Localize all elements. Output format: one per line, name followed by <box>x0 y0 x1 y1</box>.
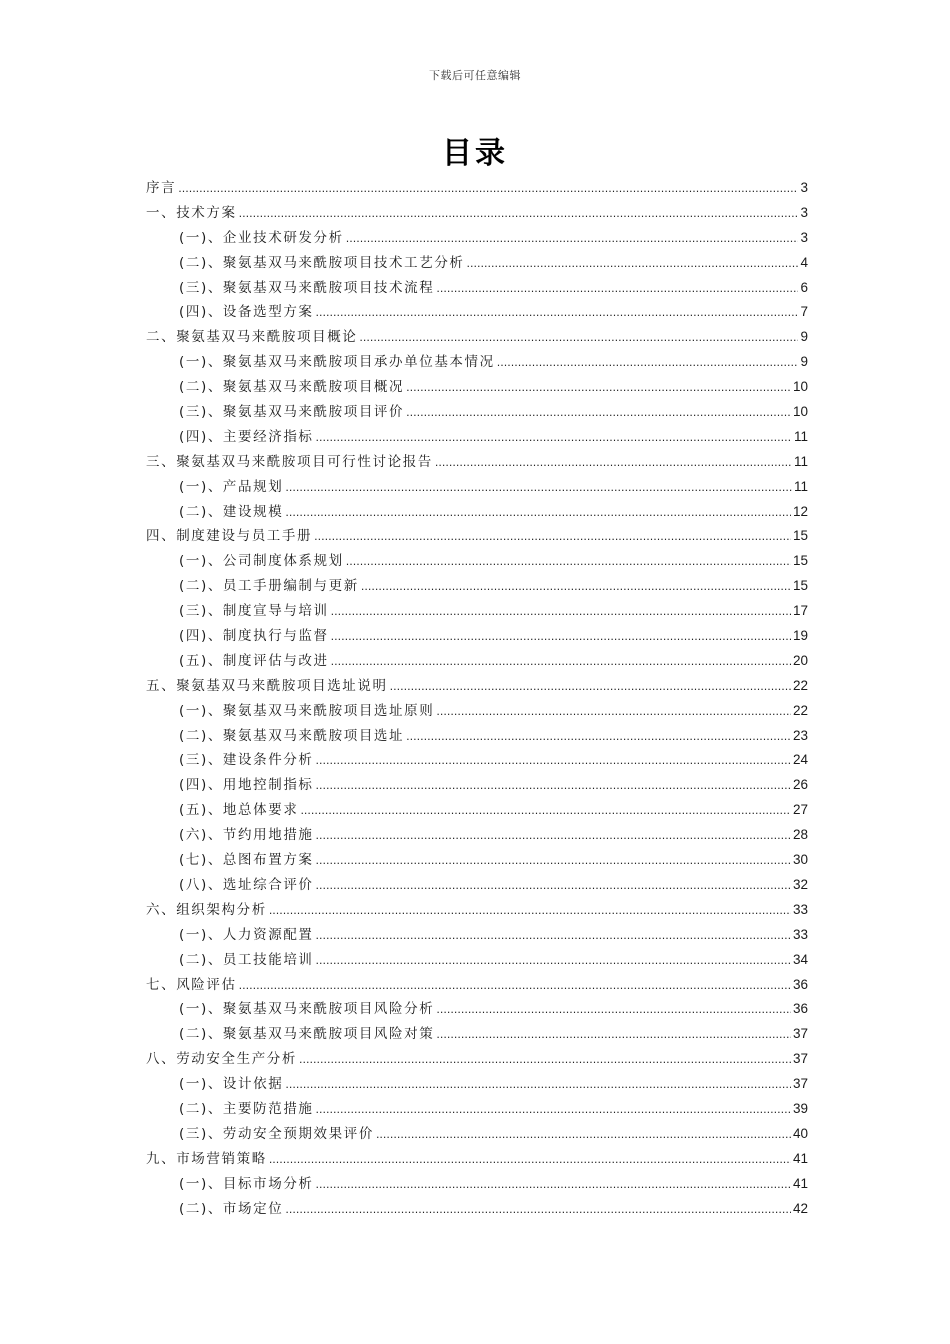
toc-entry-title: 三、聚氨基双马来酰胺项目可行性讨论报告 <box>146 453 433 470</box>
toc-dot-leader <box>497 351 799 376</box>
toc-entry-title: (二)、市场定位 <box>179 1200 284 1217</box>
toc-title: 目录 <box>442 136 508 171</box>
toc-chapter-entry[interactable] <box>146 201 808 226</box>
toc-entry-title: (六)、节约用地措施 <box>179 827 314 844</box>
toc-section-entry[interactable] <box>146 649 808 674</box>
toc-dot-leader <box>436 1023 791 1048</box>
toc-page-number: 27 <box>792 802 808 818</box>
toc-dot-leader <box>285 1198 791 1223</box>
toc-dot-leader <box>436 998 791 1023</box>
toc-entry-title: (二)、聚氨基双马来酰胺项目选址 <box>179 727 405 744</box>
toc-section-entry[interactable] <box>146 400 808 425</box>
toc-dot-leader <box>346 227 799 252</box>
toc-entry-title: 一、技术方案 <box>146 204 237 221</box>
toc-page-number: 32 <box>792 876 808 892</box>
toc-page-number: 7 <box>800 304 808 320</box>
header-note: 下载后可任意编辑 <box>429 69 521 82</box>
toc-page-number: 34 <box>792 951 808 967</box>
toc-page-number: 9 <box>800 354 808 370</box>
toc-dot-leader <box>361 575 791 600</box>
toc-dot-leader <box>436 277 798 302</box>
toc-page-number: 10 <box>792 379 808 395</box>
toc-dot-leader <box>435 451 792 476</box>
toc-chapter-entry[interactable] <box>146 674 808 699</box>
toc-section-entry[interactable] <box>146 1022 808 1047</box>
toc-page-number: 11 <box>793 453 808 469</box>
toc-dot-leader <box>316 301 799 326</box>
toc-page-number: 4 <box>800 254 808 270</box>
toc-entry-title: (一)、人力资源配置 <box>179 926 314 943</box>
toc-page-number: 15 <box>792 553 808 569</box>
toc-page-number: 36 <box>792 1001 808 1017</box>
toc-chapter-entry[interactable] <box>146 325 808 350</box>
toc-entry-title: (八)、选址综合评价 <box>179 876 314 893</box>
toc-entry-title: (三)、劳动安全预期效果评价 <box>179 1125 374 1142</box>
toc-section-entry[interactable] <box>146 948 808 973</box>
toc-page-number: 41 <box>792 1150 808 1166</box>
toc-dot-leader <box>285 476 792 501</box>
toc-section-entry[interactable] <box>146 1172 808 1197</box>
toc-page-number: 9 <box>800 329 808 345</box>
toc-dot-leader <box>406 725 791 750</box>
toc-page-number: 39 <box>792 1100 808 1116</box>
toc-dot-leader <box>316 774 791 799</box>
toc-section-entry[interactable] <box>146 226 808 251</box>
toc-dot-leader <box>300 799 791 824</box>
toc-page-number: 42 <box>792 1200 808 1216</box>
toc-entry-title: (一)、公司制度体系规划 <box>179 553 344 570</box>
toc-page-number: 17 <box>792 603 808 619</box>
toc-section-entry[interactable] <box>146 500 808 525</box>
toc-entry-title: (二)、聚氨基双马来酰胺项目风险对策 <box>179 1026 435 1043</box>
toc-dot-leader <box>346 550 791 575</box>
toc-dot-leader <box>331 600 791 625</box>
toc-dot-leader <box>436 700 791 725</box>
toc-entry-title: (七)、总图布置方案 <box>179 852 314 869</box>
toc-page-number: 11 <box>793 478 808 494</box>
toc-page-number: 15 <box>792 528 808 544</box>
toc-dot-leader <box>316 426 792 451</box>
toc-page-number: 41 <box>792 1175 808 1191</box>
toc-entry-title: (四)、制度执行与监督 <box>179 628 329 645</box>
toc-dot-leader <box>390 675 791 700</box>
toc-entry-title: (四)、主要经济指标 <box>179 428 314 445</box>
toc-dot-leader <box>331 625 791 650</box>
toc-entry-title: (四)、用地控制指标 <box>179 777 314 794</box>
toc-dot-leader <box>316 1173 791 1198</box>
toc-page-number: 28 <box>792 827 808 843</box>
toc-entry-title: (三)、建设条件分析 <box>179 752 314 769</box>
toc-dot-leader <box>269 1148 791 1173</box>
toc-dot-leader <box>285 501 791 526</box>
toc-page-number: 12 <box>792 503 808 519</box>
toc-entry-title: (三)、聚氨基双马来酰胺项目技术流程 <box>179 279 435 296</box>
toc-page-number: 3 <box>800 229 808 245</box>
toc-entry-title: (二)、员工技能培训 <box>179 951 314 968</box>
toc-section-entry[interactable] <box>146 599 808 624</box>
toc-page-number: 30 <box>792 852 808 868</box>
table-of-contents <box>146 176 808 1221</box>
toc-page-number: 37 <box>792 1051 808 1067</box>
toc-dot-leader <box>331 650 791 675</box>
toc-section-entry[interactable] <box>146 724 808 749</box>
toc-entry-title: (三)、聚氨基双马来酰胺项目评价 <box>179 404 405 421</box>
toc-chapter-entry[interactable] <box>146 524 808 549</box>
toc-entry-title: 七、风险评估 <box>146 976 237 993</box>
toc-entry-title: (一)、目标市场分析 <box>179 1175 314 1192</box>
toc-dot-leader <box>316 1098 791 1123</box>
toc-chapter-entry[interactable] <box>146 898 808 923</box>
toc-section-entry[interactable] <box>146 699 808 724</box>
toc-section-entry[interactable] <box>146 276 808 301</box>
toc-section-entry[interactable] <box>146 798 808 823</box>
toc-entry-title: 序言 <box>146 180 177 196</box>
toc-entry-title: (三)、制度宣导与培训 <box>179 603 329 620</box>
toc-entry-title: (二)、聚氨基双马来酰胺项目概况 <box>179 379 405 396</box>
toc-entry-title: (二)、聚氨基双马来酰胺项目技术工艺分析 <box>179 254 465 271</box>
toc-entry-title: (二)、主要防范措施 <box>179 1100 314 1117</box>
toc-dot-leader <box>359 326 798 351</box>
toc-entry-title: 四、制度建设与员工手册 <box>146 528 313 545</box>
toc-entry-title: (一)、企业技术研发分析 <box>179 229 344 246</box>
toc-page-number: 15 <box>792 578 808 594</box>
toc-section-entry[interactable] <box>146 773 808 798</box>
toc-section-entry[interactable] <box>146 624 808 649</box>
toc-page-number: 37 <box>792 1076 808 1092</box>
toc-chapter-entry[interactable] <box>146 176 808 201</box>
toc-dot-leader <box>316 874 791 899</box>
toc-dot-leader <box>239 974 791 999</box>
toc-section-entry[interactable] <box>146 574 808 599</box>
toc-entry-title: 九、市场营销策略 <box>146 1150 267 1167</box>
toc-section-entry[interactable] <box>146 251 808 276</box>
toc-page-number: 10 <box>792 404 808 420</box>
toc-entry-title: (一)、聚氨基双马来酰胺项目选址原则 <box>179 702 435 719</box>
toc-entry-title: (一)、设计依据 <box>179 1076 284 1093</box>
toc-section-entry[interactable] <box>146 549 808 574</box>
toc-dot-leader <box>316 924 791 949</box>
toc-page-number: 22 <box>792 702 808 718</box>
toc-entry-title: 六、组织架构分析 <box>146 901 267 918</box>
toc-dot-leader <box>316 824 791 849</box>
toc-dot-leader <box>269 899 791 924</box>
toc-page-number: 24 <box>792 752 808 768</box>
toc-dot-leader <box>178 177 798 202</box>
toc-section-entry[interactable] <box>146 823 808 848</box>
toc-page-number: 6 <box>800 279 808 295</box>
toc-section-entry[interactable] <box>146 350 808 375</box>
toc-section-entry[interactable] <box>146 1197 808 1222</box>
toc-page-number: 26 <box>792 777 808 793</box>
toc-page-number: 3 <box>800 180 808 195</box>
toc-entry-title: (五)、地总体要求 <box>179 802 299 819</box>
toc-dot-leader <box>299 1048 791 1073</box>
toc-section-entry[interactable] <box>146 375 808 400</box>
toc-page-number: 33 <box>792 926 808 942</box>
toc-dot-leader <box>316 949 791 974</box>
toc-page-number: 19 <box>792 628 808 644</box>
toc-entry-title: (四)、设备选型方案 <box>179 304 314 321</box>
toc-entry-title: (一)、聚氨基双马来酰胺项目风险分析 <box>179 1001 435 1018</box>
toc-section-entry[interactable] <box>146 475 808 500</box>
toc-entry-title: (五)、制度评估与改进 <box>179 652 329 669</box>
toc-page-number: 36 <box>792 976 808 992</box>
toc-page-number: 11 <box>793 428 808 444</box>
toc-entry-title: (一)、产品规划 <box>179 478 284 495</box>
toc-entry-title: 五、聚氨基双马来酰胺项目选址说明 <box>146 677 388 694</box>
toc-entry-title: (二)、建设规模 <box>179 503 284 520</box>
toc-dot-leader <box>376 1123 791 1148</box>
toc-dot-leader <box>406 401 791 426</box>
toc-page-number: 3 <box>800 204 808 220</box>
toc-dot-leader <box>316 749 791 774</box>
toc-section-entry[interactable] <box>146 1122 808 1147</box>
toc-entry-title: (一)、聚氨基双马来酰胺项目承办单位基本情况 <box>179 354 495 371</box>
toc-chapter-entry[interactable] <box>146 1047 808 1072</box>
toc-dot-leader <box>316 849 791 874</box>
toc-section-entry[interactable] <box>146 923 808 948</box>
toc-section-entry[interactable] <box>146 997 808 1022</box>
toc-chapter-entry[interactable] <box>146 1147 808 1172</box>
toc-page-number: 22 <box>792 677 808 693</box>
toc-section-entry[interactable] <box>146 873 808 898</box>
toc-chapter-entry[interactable] <box>146 450 808 475</box>
toc-section-entry[interactable] <box>146 1072 808 1097</box>
toc-entry-title: 八、劳动安全生产分析 <box>146 1051 297 1068</box>
toc-section-entry[interactable] <box>146 748 808 773</box>
toc-section-entry[interactable] <box>146 425 808 450</box>
toc-dot-leader <box>467 252 799 277</box>
toc-dot-leader <box>406 376 791 401</box>
toc-page-number: 37 <box>792 1026 808 1042</box>
toc-section-entry[interactable] <box>146 848 808 873</box>
toc-section-entry[interactable] <box>146 300 808 325</box>
toc-page-number: 33 <box>792 901 808 917</box>
toc-page-number: 23 <box>792 727 808 743</box>
toc-dot-leader <box>314 525 791 550</box>
toc-page-number: 20 <box>792 652 808 668</box>
toc-entry-title: 二、聚氨基双马来酰胺项目概论 <box>146 329 358 346</box>
toc-section-entry[interactable] <box>146 1097 808 1122</box>
toc-page-number: 40 <box>792 1125 808 1141</box>
toc-chapter-entry[interactable] <box>146 973 808 998</box>
toc-entry-title: (二)、员工手册编制与更新 <box>179 578 359 595</box>
toc-dot-leader <box>285 1073 791 1098</box>
toc-dot-leader <box>239 202 799 227</box>
